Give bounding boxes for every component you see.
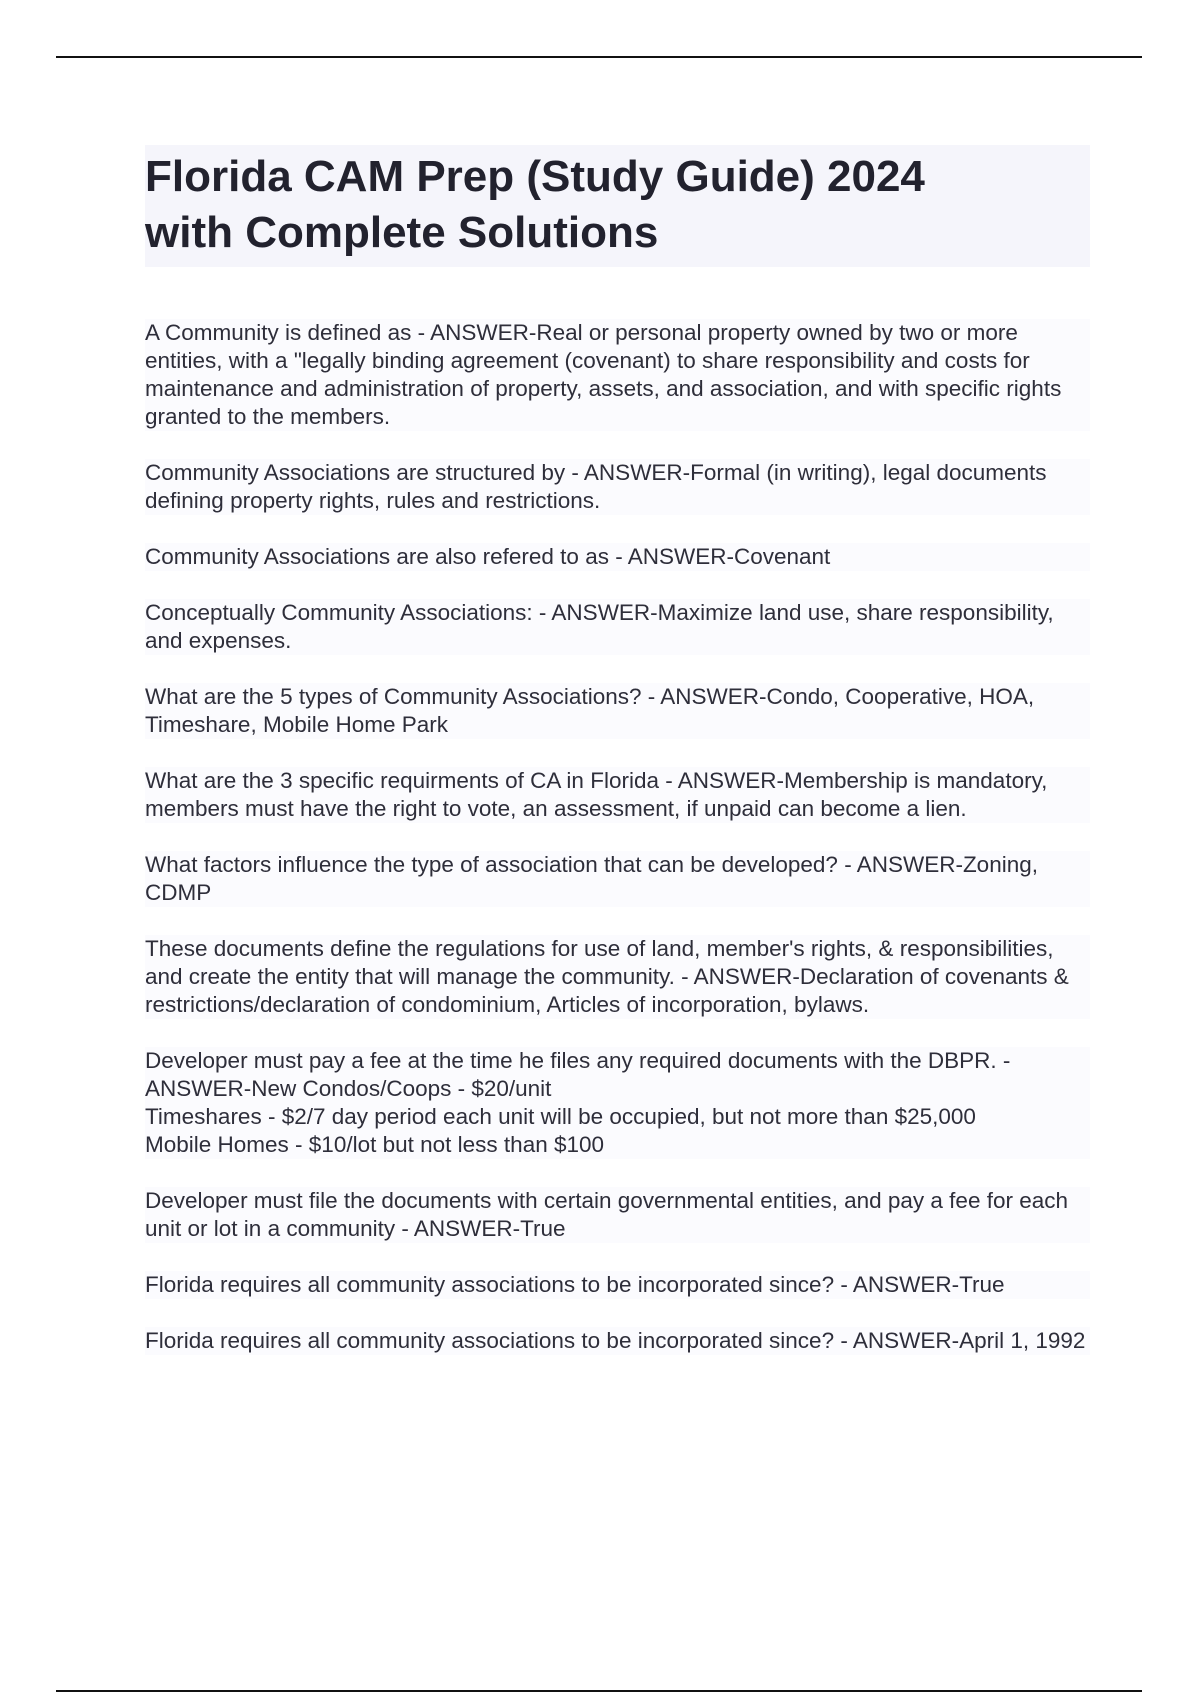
title-line-2: with Complete Solutions [145, 208, 659, 257]
bottom-rule [56, 1690, 1142, 1692]
qa-item: What are the 3 specific requirments of CA in Florida - ANSWER-Membership is mandatory, members must have the right to vote, an assessment, if unpaid can become a lien. [145, 767, 1090, 823]
qa-item: Florida requires all community associations to be incorporated since? - ANSWER-April 1, 1992 [145, 1327, 1090, 1355]
qa-item: Developer must file the documents with certain governmental entities, and pay a fee for each unit or lot in a community - ANSWER-True [145, 1187, 1090, 1243]
qa-item: Florida requires all community associations to be incorporated since? - ANSWER-True [145, 1271, 1090, 1299]
qa-item: These documents define the regulations for use of land, member's rights, & responsibilities, and create the entity that will manage the community. - ANSWER-Declaration of covenants & restrictions/declaration of condominium, Articles of incorporation, bylaws. [145, 935, 1090, 1019]
qa-item: Community Associations are also refered to as - ANSWER-Covenant [145, 543, 1090, 571]
qa-item: What factors influence the type of association that can be developed? - ANSWER-Zoning, CDMP [145, 851, 1090, 907]
qa-item: What are the 5 types of Community Associations? - ANSWER-Condo, Cooperative, HOA, Timeshare, Mobile Home Park [145, 683, 1090, 739]
qa-item: Conceptually Community Associations: - ANSWER-Maximize land use, share responsibility, and expenses. [145, 599, 1090, 655]
document-body [145, 145, 1090, 1383]
qa-item: Community Associations are structured by - ANSWER-Formal (in writing), legal documents defining property rights, rules and restrictions. [145, 459, 1090, 515]
title-line-1: Florida CAM Prep (Study Guide) 2024 [145, 152, 925, 201]
qa-list [145, 319, 1090, 1355]
qa-item: Developer must pay a fee at the time he files any required documents with the DBPR. - ANSWER-New Condos/Coops - $20/unit Timeshares - $2/7 day period each unit will be occupied, but not more than $25,000 Mobile Homes - $10/lot but not less than $100 [145, 1047, 1090, 1159]
document-title [145, 149, 1090, 261]
top-rule [56, 56, 1142, 58]
qa-item: A Community is defined as - ANSWER-Real or personal property owned by two or more entities, with a "legally binding agreement (covenant) to share responsibility and costs for maintenance and administration of property, assets, and association, and with specific rights granted to the members. [145, 319, 1090, 431]
title-block [145, 145, 1090, 267]
